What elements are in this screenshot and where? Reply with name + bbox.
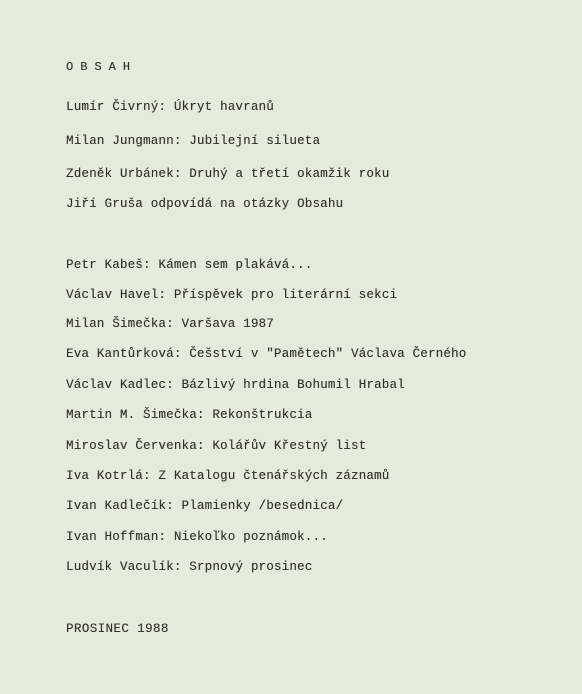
contents-entry: Zdeněk Urbánek: Druhý a třetí okamžik roku <box>66 167 390 181</box>
contents-entry: Ludvík Vaculík: Srpnový prosinec <box>66 560 313 574</box>
contents-entry: Eva Kantůrková: Češství v "Pamětech" Václava Černého <box>66 347 467 361</box>
contents-entry: Iva Kotrlá: Z Katalogu čtenářských záznamů <box>66 469 390 483</box>
issue-date: PROSINEC 1988 <box>66 622 169 636</box>
contents-entry: Václav Havel: Příspěvek pro literární sekci <box>66 288 398 302</box>
contents-entry: Ivan Hoffman: Niekoľko poznámok... <box>66 530 328 544</box>
contents-entry: Milan Jungmann: Jubilejní silueta <box>66 134 321 148</box>
page-heading: OBSAH <box>66 60 138 74</box>
contents-entry: Lumír Čivrný: Úkryt havranů <box>66 100 274 114</box>
contents-entry: Martin M. Šimečka: Rekonštrukcia <box>66 408 313 422</box>
contents-entry: Ivan Kadlečík: Plamienky /besednica/ <box>66 499 344 513</box>
contents-entry: Milan Šimečka: Varšava 1987 <box>66 317 274 331</box>
contents-entry: Miroslav Červenka: Kolářův Křestný list <box>66 439 367 453</box>
contents-entry: Václav Kadlec: Bázlivý hrdina Bohumil Hrabal <box>66 378 405 392</box>
contents-entry: Petr Kabeš: Kámen sem plakává... <box>66 258 313 272</box>
contents-entry: Jiří Gruša odpovídá na otázky Obsahu <box>66 197 344 211</box>
